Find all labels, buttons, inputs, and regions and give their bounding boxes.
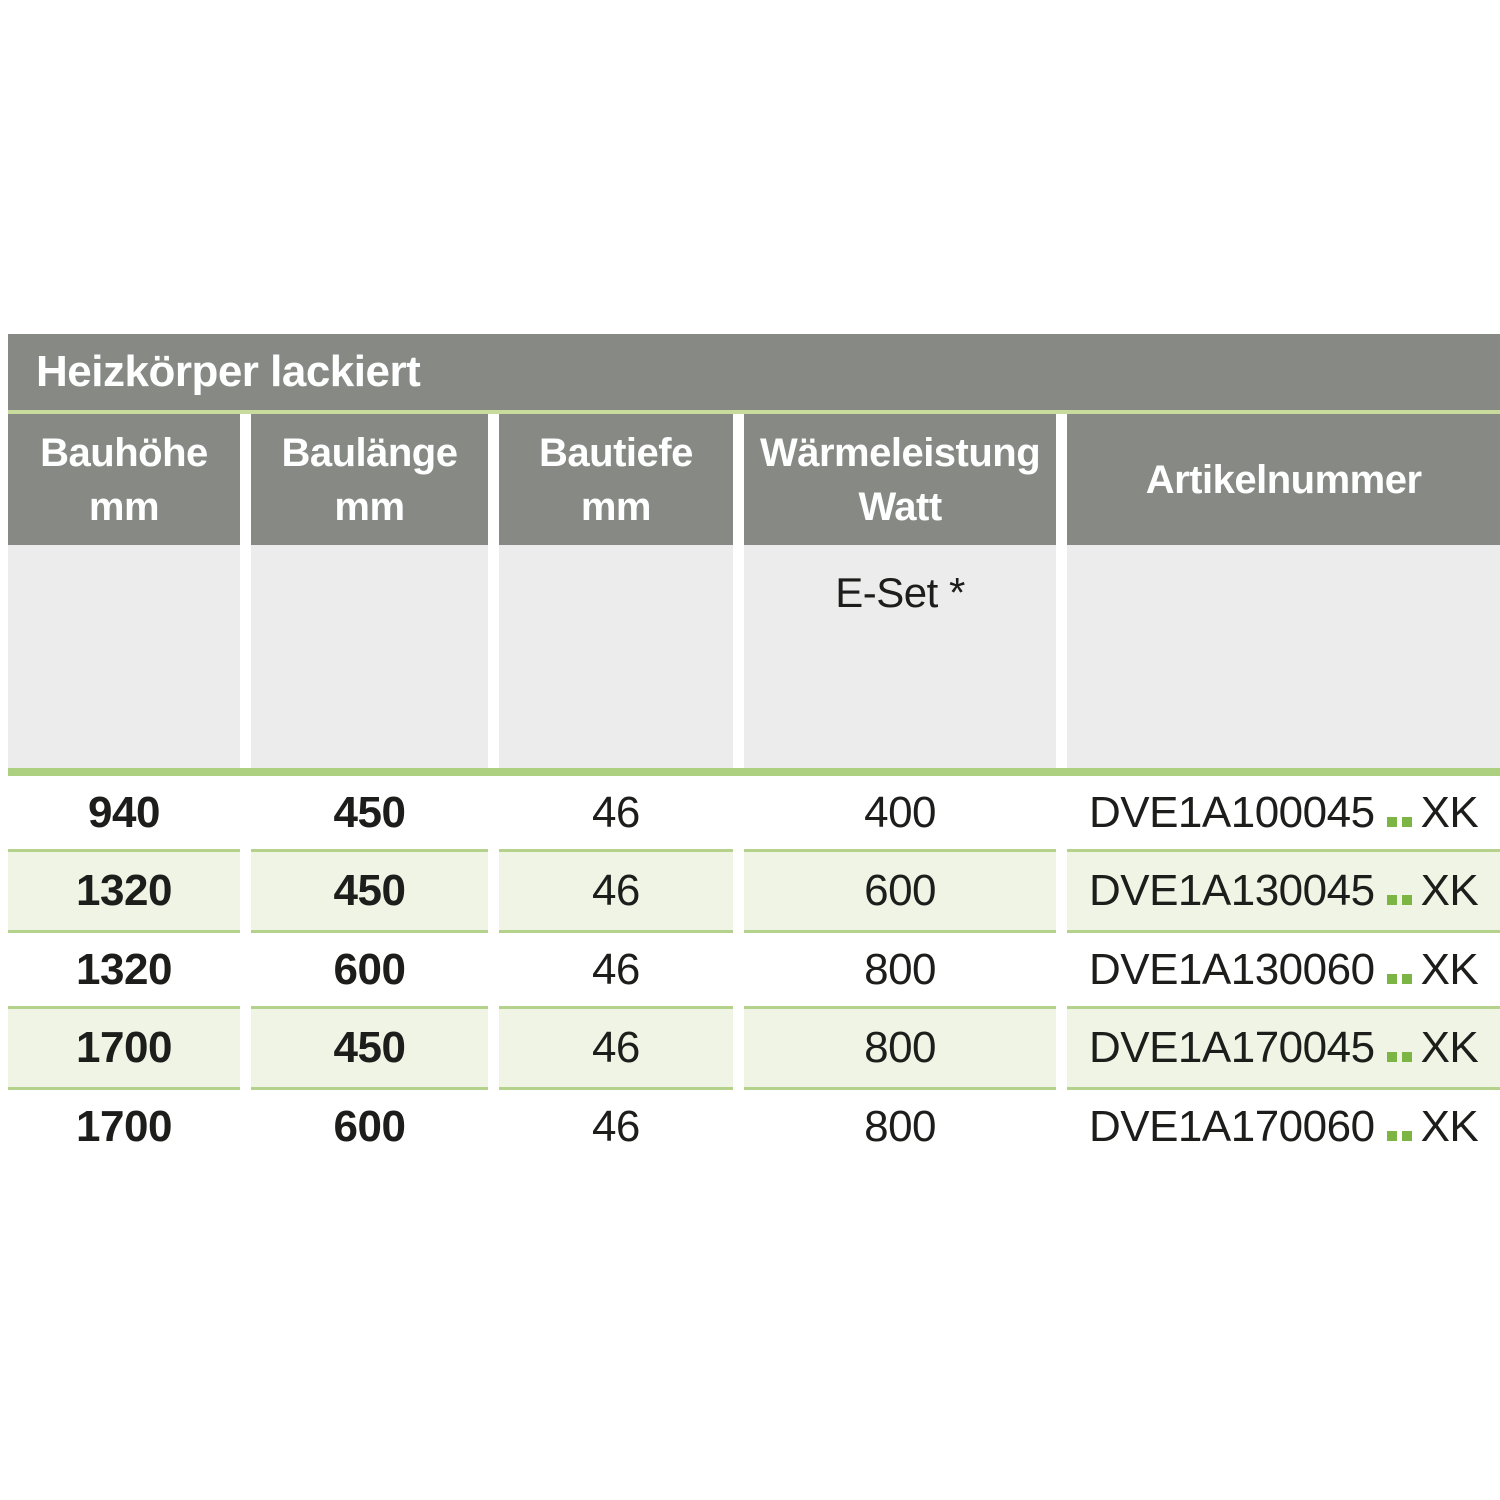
artikel-suffix: XK: [1420, 1023, 1479, 1072]
artikelnummer-value: [1089, 866, 1478, 916]
cell-bautiefe: 46: [591, 1101, 640, 1151]
cell-baulaenge: 450: [251, 849, 488, 933]
e-set-label: E-Set *: [835, 569, 965, 616]
cell-bauhoehe: 1700: [8, 1006, 240, 1090]
artikelnummer-value: [1089, 1102, 1478, 1152]
artikel-suffix: XK: [1420, 787, 1479, 837]
subheader-cell-eset: [744, 545, 1056, 768]
cell-bauhoehe: 1700: [76, 1101, 172, 1151]
table-title: Heizkörper lackiert: [36, 347, 421, 396]
cell-artikelnummer: [1067, 776, 1500, 849]
cell-artikelnummer: [1067, 1090, 1500, 1163]
section-separator-band: [8, 768, 1500, 776]
artikel-suffix: XK: [1420, 1101, 1479, 1151]
artikelnummer-value: [1089, 788, 1478, 838]
subheader-cell-artikelnummer: [1067, 545, 1500, 768]
column-header-baulaenge: [251, 414, 488, 545]
cell-bautiefe: 46: [591, 944, 640, 994]
placeholder-dot-icon: [1387, 1052, 1397, 1062]
heizkoerper-spec-table: [8, 334, 1500, 1163]
cell-waermeleistung: 600: [744, 849, 1056, 933]
artikel-prefix: DVE1A130060: [1088, 944, 1375, 994]
column-header-unit: mm: [334, 484, 405, 529]
table-row: [8, 933, 1500, 1006]
placeholder-dot-icon: [1387, 1131, 1397, 1141]
placeholder-dot-icon: [1402, 817, 1412, 827]
cell-bautiefe: 46: [499, 1006, 733, 1090]
table-title-bar: [8, 334, 1500, 410]
table-row: [8, 1090, 1500, 1163]
subheader-row: [8, 545, 1500, 768]
column-header-row: [8, 414, 1500, 545]
column-header-bauhoehe: [8, 414, 240, 545]
cell-artikelnummer: [1067, 933, 1500, 1006]
artikelnummer-value: [1089, 945, 1478, 995]
placeholder-dot-icon: [1402, 1052, 1412, 1062]
placeholder-dot-icon: [1402, 974, 1412, 984]
artikel-prefix: DVE1A130045: [1088, 866, 1375, 915]
column-header-unit: mm: [88, 484, 160, 529]
placeholder-dot-icon: [1387, 895, 1397, 905]
column-header-label: Bauhöhe: [40, 430, 208, 475]
column-header-label: Wärmeleistung: [759, 430, 1041, 475]
cell-bautiefe: 46: [591, 787, 640, 837]
cell-bautiefe: 46: [499, 849, 733, 933]
cell-bauhoehe: 1320: [76, 944, 172, 994]
artikel-prefix: DVE1A170060: [1088, 1101, 1375, 1151]
column-header-waermeleistung: [744, 414, 1056, 545]
column-header-artikelnummer: [1067, 414, 1500, 545]
cell-waermeleistung: 400: [864, 787, 937, 837]
subheader-cell-bautiefe: [499, 545, 733, 768]
table-row: [8, 1006, 1500, 1090]
artikelnummer-value: [1089, 1023, 1478, 1073]
artikel-suffix: XK: [1420, 866, 1479, 915]
cell-artikelnummer: [1067, 1006, 1500, 1090]
placeholder-dot-icon: [1402, 895, 1412, 905]
column-header-label: Bautiefe: [539, 430, 693, 475]
artikel-prefix: DVE1A170045: [1088, 1023, 1375, 1072]
subheader-cell-bauhoehe: [8, 545, 240, 768]
placeholder-dot-icon: [1402, 1131, 1412, 1141]
artikel-prefix: DVE1A100045: [1088, 787, 1375, 837]
cell-waermeleistung: 800: [864, 1101, 937, 1151]
column-header-bautiefe: [499, 414, 733, 545]
cell-baulaenge: 600: [333, 944, 406, 994]
cell-bauhoehe: 1320: [8, 849, 240, 933]
cell-baulaenge: 600: [333, 1101, 406, 1151]
cell-baulaenge: 450: [251, 1006, 488, 1090]
table-row: [8, 776, 1500, 849]
cell-waermeleistung: 800: [864, 944, 937, 994]
column-header-label: Artikelnummer: [1145, 457, 1422, 502]
cell-baulaenge: 450: [333, 787, 406, 837]
artikel-suffix: XK: [1420, 944, 1479, 994]
cell-artikelnummer: [1067, 849, 1500, 933]
column-header-unit: Watt: [858, 484, 942, 529]
table-row: [8, 849, 1500, 933]
column-header-unit: mm: [580, 484, 651, 529]
placeholder-dot-icon: [1387, 817, 1397, 827]
subheader-cell-baulaenge: [251, 545, 488, 768]
placeholder-dot-icon: [1387, 974, 1397, 984]
column-header-label: Baulänge: [281, 430, 458, 475]
cell-bauhoehe: 940: [88, 787, 160, 837]
cell-waermeleistung: 800: [744, 1006, 1056, 1090]
